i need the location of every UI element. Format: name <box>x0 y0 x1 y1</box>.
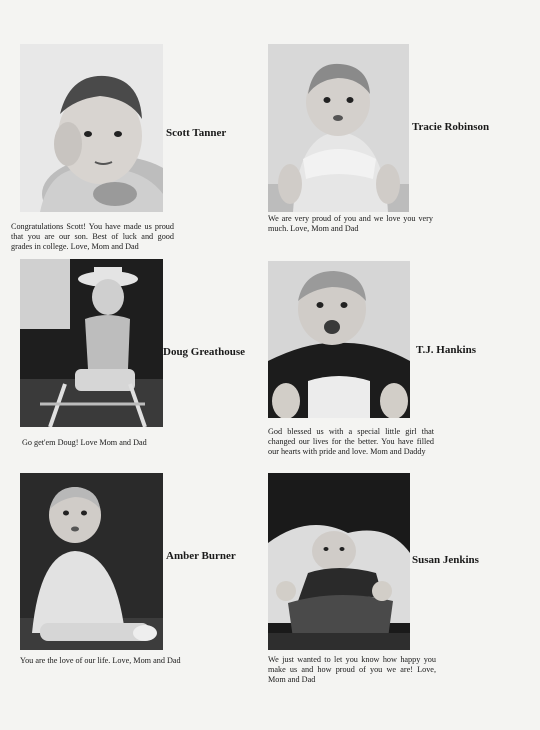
message-text: We are very proud of you and we love you very much. Love, Mom and Dad <box>268 214 433 233</box>
baby-photo-icon <box>20 259 163 427</box>
name-label: Tracie Robinson <box>412 121 490 133</box>
name-label: T.J. Hankins <box>416 344 477 356</box>
baby-photo-icon <box>20 44 163 212</box>
baby-photo-icon <box>20 473 163 650</box>
name-label: Amber Burner <box>166 550 236 562</box>
message-text: Congratulations Scott! You have made us proud that you are our son. Best of luck and good grades in college. Love, Mom and Dad <box>11 222 174 251</box>
name-label: Scott Tanner <box>166 127 227 139</box>
message-text: Go get'em Doug! Love Mom and Dad <box>22 438 147 447</box>
baby-photo-icon <box>268 473 410 650</box>
baby-photo-icon <box>268 261 410 418</box>
message-text: You are the love of our life. Love, Mom and Dad <box>20 656 181 665</box>
name-label: Susan Jenkins <box>412 554 479 566</box>
message-text: God blessed us with a special little girl that changed our lives for the better. You have filled our hearts with pride and love. Mom and Daddy <box>268 427 434 456</box>
name-label: Doug Greathouse <box>163 346 245 358</box>
message-text: We just wanted to let you know how happy you make us and how proud of you we are! Love, Mom and Dad <box>268 655 436 684</box>
baby-photo-icon <box>268 44 409 212</box>
